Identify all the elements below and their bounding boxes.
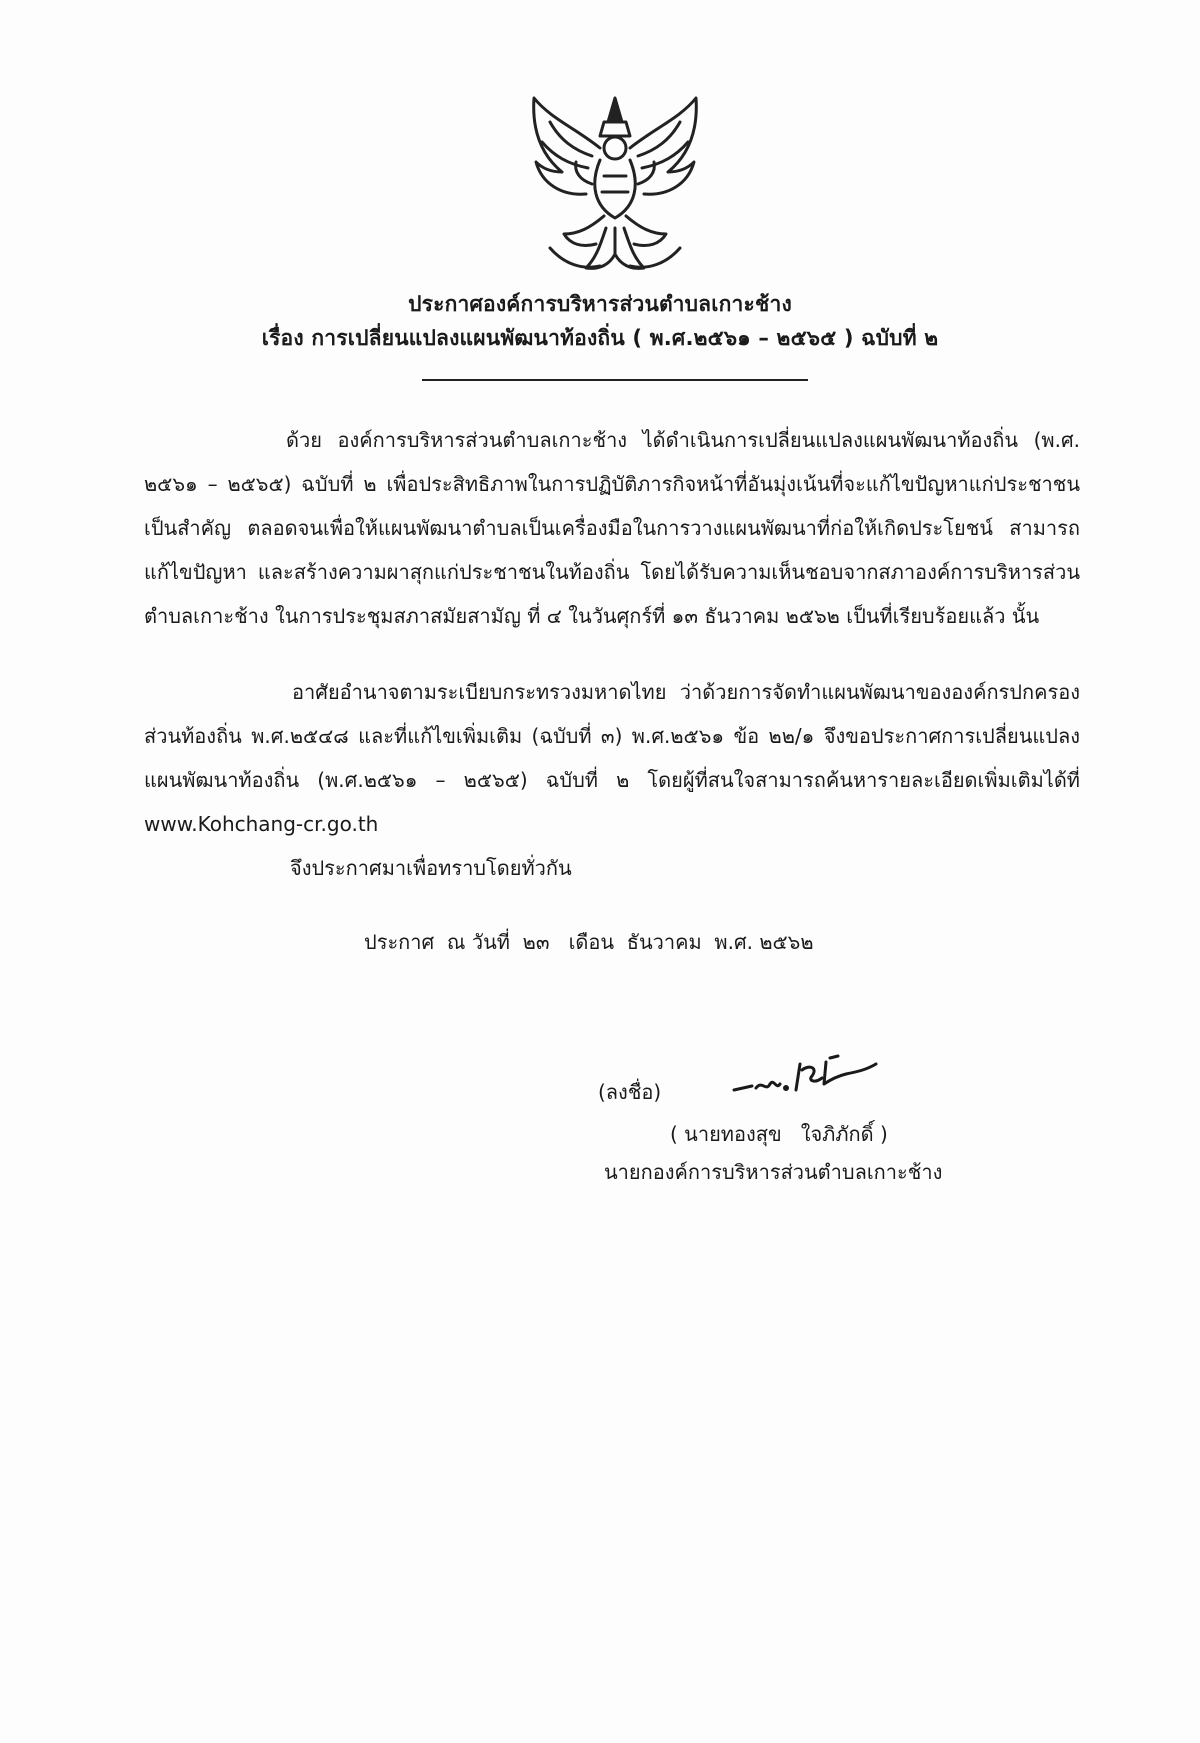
garuda-emblem-icon: [520, 88, 710, 278]
announcement-title: ประกาศองค์การบริหารส่วนตำบลเกาะช้าง: [408, 292, 792, 316]
signature-prefix: (ลงชื่อ): [598, 1080, 662, 1104]
announcement-date: ประกาศ ณ วันที่ ๒๓ เดือน ธันวาคม พ.ศ. ๒๕๖๒: [364, 930, 814, 954]
header-divider: [422, 379, 808, 381]
body-paragraph-2: อาศัยอำนาจตามระเบียบกระทรวงมหาดไทย ว่าด้วยการจัดทำแผนพัฒนาขององค์กรปกครองส่วนท้องถิ่น พ.ศ.๒๕๔๘ และที่แก้ไขเพิ่มเติม (ฉบับที่ ๓) พ.ศ.๒๕๖๑ ข้อ ๒๒/๑ จึงขอประกาศการเปลี่ยนแปลงแผนพัฒนาท้องถิ่น (พ.ศ.๒๕๖๑ – ๒๕๖๕) ฉบับที่ ๒ โดยผู้ที่สนใจสามารถค้นหารายละเอียดเพิ่มเติมได้ที่ www.Kohchang-cr.go.th: [144, 680, 1080, 836]
signatory-name: ( นายทองสุข ใจภิภักดิ์ ): [670, 1122, 888, 1146]
signatory-position: นายกองค์การบริหารส่วนตำบลเกาะช้าง: [604, 1160, 943, 1184]
announcement-subject: เรื่อง การเปลี่ยนแปลงแผนพัฒนาท้องถิ่น ( พ.ศ.๒๕๖๑ – ๒๕๖๕ ) ฉบับที่ ๒: [261, 326, 939, 350]
handwritten-signature-icon: [730, 1050, 880, 1110]
body-paragraph-1: ด้วย องค์การบริหารส่วนตำบลเกาะช้าง ได้ดำเนินการเปลี่ยนแปลงแผนพัฒนาท้องถิ่น (พ.ศ. ๒๕๖๑ – ๒๕๖๕) ฉบับที่ ๒ เพื่อประสิทธิภาพในการปฏิบัติภารกิจหน้าที่อันมุ่งเน้นที่จะแก้ไขปัญหาแก่ประชาชนเป็นสำคัญ ตลอดจนเพื่อให้แผนพัฒนาตำบลเป็นเครื่องมือในการวางแผนพัฒนาที่ก่อให้เกิดประโยชน์ สามารถแก้ไขปัญหา และสร้างความผาสุกแก่ประชาชนในท้องถิ่น โดยได้รับความเห็นชอบจากสภาองค์การบริหารส่วนตำบลเกาะช้าง ในการประชุมสภาสมัยสามัญ ที่ ๔ ในวันศุกร์ที่ ๑๓ ธันวาคม ๒๕๖๒ เป็นที่เรียบร้อยแล้ว นั้น: [144, 428, 1080, 628]
body-paragraph-3: จึงประกาศมาเพื่อทราบโดยทั่วกัน: [290, 856, 572, 880]
